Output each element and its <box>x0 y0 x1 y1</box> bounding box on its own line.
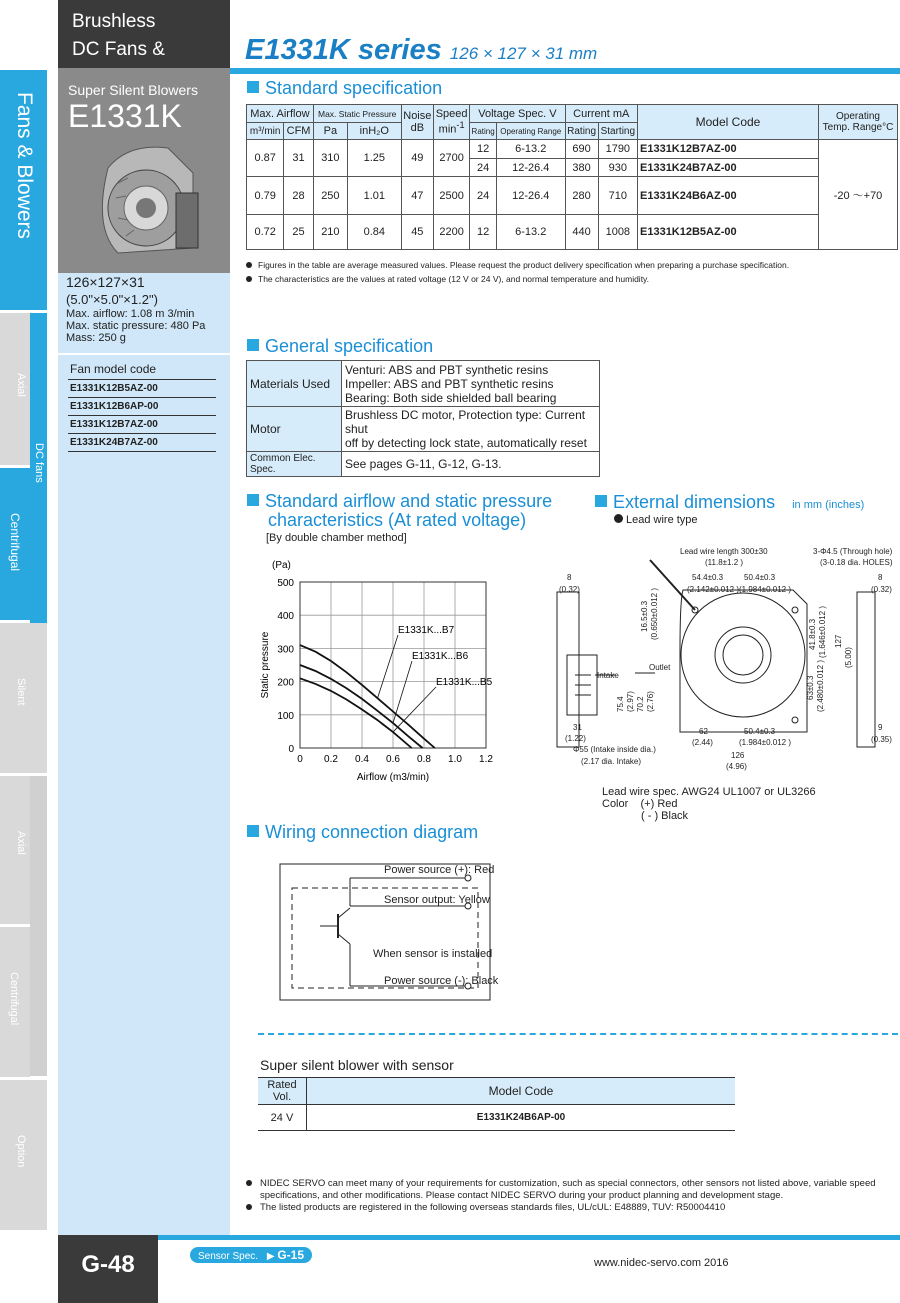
fan-code-list <box>68 379 216 452</box>
spec-note <box>246 260 789 270</box>
dim-intake: Intake <box>597 671 619 680</box>
bullet <box>614 514 623 523</box>
dim-126: 126 <box>731 751 745 760</box>
cell: 1.25 <box>347 140 401 177</box>
motor-label: Motor <box>247 407 342 452</box>
series-name: E1331K series <box>245 34 442 66</box>
dashed-divider <box>258 1033 898 1035</box>
dimensions-title <box>595 492 864 513</box>
y-tick-label: 300 <box>277 644 294 656</box>
series-label: E1331K...B6 <box>412 651 469 662</box>
general-spec-title-text: General specification <box>265 336 434 356</box>
lead-wire-type-text: Lead wire type <box>626 514 698 526</box>
dim-544i: (2.142±0.012 ) <box>687 585 739 594</box>
section-square <box>247 494 259 506</box>
standard-spec-title <box>247 78 442 99</box>
y-tick-label: 0 <box>288 744 294 755</box>
dimensions-unit: in mm (inches) <box>792 499 865 511</box>
nav-ac-fans-band <box>30 776 47 1076</box>
wiring-pos: Power source (+): Red <box>384 864 495 876</box>
section-square <box>247 825 259 837</box>
cell: 24 <box>470 159 497 177</box>
cell: 1008 <box>598 215 637 250</box>
th-op-range: Operating Range <box>496 123 565 140</box>
spec-note <box>246 274 649 284</box>
dim-165: 16.5±0.3 <box>640 600 649 632</box>
footer-rule <box>58 1235 900 1240</box>
airflow-title <box>247 492 552 530</box>
nav-tab-ac-centrifugal-label: Centrifugal <box>8 972 20 1026</box>
product-max-airflow: Max. airflow: 1.08 m 3/min <box>66 308 195 320</box>
standard-spec-table <box>246 104 898 250</box>
header-rule <box>230 68 900 74</box>
cell: 6-13.2 <box>496 140 565 159</box>
cell: 280 <box>565 177 598 215</box>
sensor-code: E1331K24B6AP-00 <box>307 1105 736 1131</box>
table-row <box>247 140 898 159</box>
lead-spec: Lead wire spec. AWG24 UL1007 or UL3266 <box>602 786 816 798</box>
dim-127i: (5.00) <box>844 647 853 668</box>
series-title <box>245 34 597 67</box>
th-op-temp-2: Temp. Range°C <box>822 122 894 133</box>
dim-8bi: (0.32) <box>871 585 892 594</box>
color-red: (+) Red <box>640 798 678 810</box>
materials-line: Venturi: ABS and PBT synthetic resins <box>345 362 549 377</box>
wiring-diagram <box>270 856 500 1006</box>
dim-31i: (1.22) <box>565 734 586 743</box>
wiring-sensor: Sensor output: Yellow <box>384 894 490 906</box>
cell: 28 <box>284 177 313 215</box>
th-starting: Starting <box>598 123 637 140</box>
mount-hole <box>792 607 798 613</box>
fan-code-divider <box>58 353 230 355</box>
cell: 12 <box>470 140 497 159</box>
dimension-drawing <box>545 540 900 780</box>
page-number: G-48 <box>81 1251 135 1278</box>
th-op-temp-1: Operating <box>836 111 880 122</box>
table-row <box>258 1105 735 1131</box>
product-size-mm: 126×127×31 <box>66 274 145 290</box>
cell: 45 <box>401 215 433 250</box>
mount-hole <box>792 717 798 723</box>
sensor-table <box>258 1077 735 1131</box>
cell: 6-13.2 <box>496 215 565 250</box>
series-leader <box>393 687 436 732</box>
th-inh2o: inH₂O <box>347 123 401 140</box>
dimensions-title-text: External dimensions <box>613 492 776 512</box>
footer-note-text: NIDEC SERVO can meet many of your requirements for customization, such as special connectors, other sensors not listed above, variable speed <box>260 1178 876 1189</box>
nav-tab-option-label: Option <box>15 1135 27 1168</box>
sensor-spec-page: G-15 <box>277 1248 304 1262</box>
x-tick-label: 0.2 <box>324 754 338 765</box>
nav-main-label: Fans & Blowers <box>13 92 36 240</box>
dim-9i: (0.35) <box>871 735 892 744</box>
dim-504i: (1.984±0.012 ) <box>739 585 791 594</box>
dim-165i: (0.650±0.012 ) <box>650 588 659 640</box>
fan-code-item: E1331K12B7AZ-00 <box>68 415 216 433</box>
series-leader <box>378 635 399 698</box>
dim-8a: 8 <box>567 573 572 582</box>
sensor-table-title: Super silent blower with sensor <box>260 1057 454 1073</box>
cell: 690 <box>565 140 598 159</box>
model-code-cell: E1331K24B6AZ-00 <box>638 177 819 215</box>
cell: 2200 <box>433 215 469 250</box>
product-photo <box>88 138 218 263</box>
x-tick-label: 1.2 <box>479 754 493 765</box>
common-label: Common Elec. Spec. <box>247 452 342 477</box>
cell: 440 <box>565 215 598 250</box>
footer-note-text: The listed products are registered in the following overseas standards files, UL/cUL: E48889, TUV: R50004410 <box>260 1202 726 1213</box>
dim-55: Φ55 (Intake inside dia.) <box>573 745 656 754</box>
motor-line: Brushless DC motor, Protection type: Current shut <box>345 408 586 436</box>
dim-lead-in: (11.8±1.2 ) <box>705 558 744 567</box>
cell: 47 <box>401 177 433 215</box>
nav-main-tab[interactable] <box>0 70 47 310</box>
th-max-static: Max. Static Pressure <box>313 105 401 123</box>
cell: 25 <box>284 215 313 250</box>
dim-63i: (2.480±0.012 ) <box>816 660 825 712</box>
dim-702i: (2.76) <box>646 691 655 712</box>
sensor-th-vol: Rated Vol. <box>258 1078 307 1105</box>
th-speed: Speed $\min^{-1}$ <box>433 105 469 140</box>
section-square <box>247 339 259 351</box>
footer-notes <box>246 1178 886 1214</box>
model-code-cell: E1331K12B5AZ-00 <box>638 215 819 250</box>
wiring-title <box>247 822 478 843</box>
product-size-in: (5.0"×5.0"×1.2") <box>66 292 158 307</box>
category-line1: Brushless <box>72 11 156 32</box>
cell: 49 <box>401 140 433 177</box>
nav-tab-centrifugal-label: Centrifugal <box>8 513 22 572</box>
dim-418: 41.8±0.3 <box>808 618 817 650</box>
series-size: 126 × 127 × 31 mm <box>449 44 598 63</box>
section-square <box>247 81 259 93</box>
dim-lead: Lead wire length 300±30 <box>680 547 768 556</box>
page-number-box <box>58 1235 158 1303</box>
footer-note <box>246 1178 886 1190</box>
bullet <box>246 1204 252 1210</box>
cell: 12 <box>470 215 497 250</box>
motor-line: off by detecting lock state, automatically reset <box>345 436 587 450</box>
cell: 1.01 <box>347 177 401 215</box>
motor-values <box>342 407 600 452</box>
x-tick-label: 0.6 <box>386 754 400 765</box>
footer-url: www.nidec-servo.com 2016 <box>594 1257 729 1269</box>
table-row <box>247 177 898 215</box>
cell: 310 <box>313 140 347 177</box>
airflow-method: [By double chamber method] <box>266 532 407 544</box>
fan-code-item: E1331K12B6AP-00 <box>68 397 216 415</box>
cell: 2700 <box>433 140 469 177</box>
cell: 1790 <box>598 140 637 159</box>
dim-9: 9 <box>878 723 883 732</box>
dim-702: 70.2 <box>636 696 645 712</box>
model-code-cell: E1331K12B7AZ-00 <box>638 140 819 159</box>
bullet <box>246 1180 252 1186</box>
th-db: dB <box>410 122 425 134</box>
product-tag: Super Silent Blowers <box>68 82 198 98</box>
nav-tab-ac-centrifugal[interactable] <box>0 927 30 1077</box>
x-tick-label: 0.4 <box>355 754 369 765</box>
impeller-outline <box>681 593 805 717</box>
th-cfm: CFM <box>284 123 313 140</box>
product-max-pressure: Max. static pressure: 480 Pa <box>66 320 206 332</box>
y-tick-label: 100 <box>277 710 294 722</box>
cell: 210 <box>313 215 347 250</box>
table-row <box>247 215 898 250</box>
wiring-title-text: Wiring connection diagram <box>265 822 479 842</box>
cell: 710 <box>598 177 637 215</box>
series-leader <box>393 661 412 723</box>
cell: 31 <box>284 140 313 177</box>
dim-8b: 8 <box>878 573 883 582</box>
section-square <box>595 495 607 507</box>
common-value: See pages G-11, G-12, G-13. <box>342 452 600 477</box>
nav-tab-silent[interactable] <box>0 623 47 773</box>
general-spec-table <box>246 360 600 477</box>
sensor-vol: 24 V <box>258 1105 307 1131</box>
category-header <box>58 0 230 68</box>
dim-504: 50.4±0.3 <box>744 573 776 582</box>
nav-dc-fans-label: DC fans <box>33 443 45 483</box>
th-pa: Pa <box>313 123 347 140</box>
cell: 250 <box>313 177 347 215</box>
dim-holes2: (3-0.18 dia. HOLES) <box>820 558 893 567</box>
y-axis-label: Static pressure <box>260 631 271 699</box>
y-tick-label: 500 <box>277 578 294 589</box>
nav-tab-ac-axial-label: Axial <box>15 831 27 855</box>
dim-63: 63±0.3 <box>806 675 815 700</box>
dim-31: 31 <box>573 723 582 732</box>
y-unit-label: (Pa) <box>272 560 291 571</box>
x-tick-label: 0.8 <box>417 754 431 765</box>
cell: 0.84 <box>347 215 401 250</box>
footer-note <box>246 1202 886 1214</box>
dim-127: 127 <box>834 634 843 648</box>
x-tick-label: 1.0 <box>448 754 462 765</box>
th-min: min <box>438 123 457 136</box>
dim-8ai: (0.32) <box>559 585 580 594</box>
nav-tab-option[interactable] <box>0 1080 47 1230</box>
cell: 380 <box>565 159 598 177</box>
th-cur-rating: Rating <box>565 123 598 140</box>
th-noise-text: Noise <box>403 110 432 122</box>
wiring-neg: Power source (-): Black <box>384 975 499 987</box>
dim-544: 54.4±0.3 <box>692 573 724 582</box>
materials-values <box>342 361 600 407</box>
dim-62i: (2.44) <box>692 738 713 747</box>
dim-504b: 50.4±0.3 <box>744 727 776 736</box>
product-model: E1331K <box>68 98 182 134</box>
color-black: ( - ) Black <box>641 810 689 822</box>
x-axis-label: Airflow (m3/min) <box>356 772 430 783</box>
fan-code-title: Fan model code <box>70 362 157 376</box>
nav-tab-silent-label: Silent <box>15 678 27 706</box>
series-label: E1331K...B7 <box>398 625 455 636</box>
y-tick-label: 400 <box>277 611 294 623</box>
materials-label: Materials Used <box>247 361 342 407</box>
dim-62: 62 <box>699 727 708 736</box>
wiring-installed: When sensor is installed <box>373 948 493 960</box>
side-view-right <box>857 592 875 747</box>
materials-line: Bearing: Both side shielded ball bearing <box>345 390 557 405</box>
bullet <box>246 262 252 268</box>
color-label: Color <box>602 798 629 810</box>
bullet <box>246 276 252 282</box>
sensor-spec-label: Sensor Spec. <box>198 1251 259 1262</box>
airflow-title-2: characteristics (At rated voltage) <box>268 510 527 530</box>
footer-note-text: specifications, and other modifications. Please contact NIDEC SERVO during your product planning and development stage. <box>260 1190 784 1201</box>
nav-dc-fans-band <box>30 313 47 623</box>
fan-code-item: E1331K24B7AZ-00 <box>68 433 216 452</box>
th-m3min: m³/min <box>247 123 284 140</box>
dim-126i: (4.96) <box>726 762 747 771</box>
color-spec <box>602 798 678 810</box>
sensor-spec-link[interactable] <box>190 1247 312 1263</box>
x-tick-label: 0 <box>297 754 303 765</box>
series-line <box>300 665 423 748</box>
dim-55i: (2.17 dia. Intake) <box>581 757 642 766</box>
nav-tab-centrifugal[interactable] <box>0 468 30 620</box>
spec-note-text: The characteristics are the values at rated voltage (12 V or 24 V), and normal temperature and humidity. <box>258 274 650 284</box>
cell: 930 <box>598 159 637 177</box>
temp-range-cell: -20 ～+70 <box>819 140 898 250</box>
product-mass: Mass: 250 g <box>66 332 126 344</box>
cell: 24 <box>470 177 497 215</box>
cell: 2500 <box>433 177 469 215</box>
th-max-airflow: Max. Airflow <box>247 105 314 123</box>
th-op-temp <box>819 105 898 140</box>
dim-754: 75.4 <box>616 696 625 712</box>
y-tick-label: 200 <box>277 677 294 689</box>
dim-holes: 3-Φ4.5 (Through hole) <box>813 547 893 556</box>
cell: 0.87 <box>247 140 284 177</box>
dim-754i: (2.97) <box>626 691 635 712</box>
th-rating: Rating <box>470 123 497 140</box>
th-model-code: Model Code <box>638 105 819 140</box>
standard-spec-title-text: Standard specification <box>265 78 443 98</box>
airflow-title-1: Standard airflow and static pressure <box>265 491 553 511</box>
model-code-cell: E1331K24B7AZ-00 <box>638 159 819 177</box>
airflow-chart <box>250 555 510 785</box>
materials-line: Impeller: ABS and PBT synthetic resins <box>345 376 554 391</box>
cell: 0.79 <box>247 177 284 215</box>
series-label: E1331K...B5 <box>436 677 493 688</box>
nav-tab-axial-label: Axial <box>15 373 27 397</box>
general-spec-title <box>247 336 433 357</box>
fan-code-item: E1331K12B5AZ-00 <box>68 379 216 397</box>
th-noise <box>401 105 433 140</box>
dim-418i: (1.646±0.012 ) <box>818 606 827 658</box>
lead-wire-type <box>614 514 698 526</box>
spec-note-text: Figures in the table are average measured values. Please request the product delivery specification when preparing a purchase specification. <box>258 260 790 270</box>
category-line2: DC Fans & <box>72 39 165 60</box>
sensor-th-code: Model Code <box>307 1078 736 1105</box>
product-image-box <box>58 68 230 273</box>
arrow-right-icon: ▶ <box>266 1251 275 1262</box>
dim-504bi: (1.984±0.012 ) <box>739 738 791 747</box>
cell: 12-26.4 <box>496 159 565 177</box>
hub <box>723 635 763 675</box>
dim-outlet: Outlet <box>649 663 671 672</box>
th-current: Current mA <box>565 105 637 123</box>
th-voltage: Voltage Spec. V <box>470 105 565 123</box>
cell: 0.72 <box>247 215 284 250</box>
th-speed-text: Speed <box>435 108 468 121</box>
cell: 12-26.4 <box>496 177 565 215</box>
